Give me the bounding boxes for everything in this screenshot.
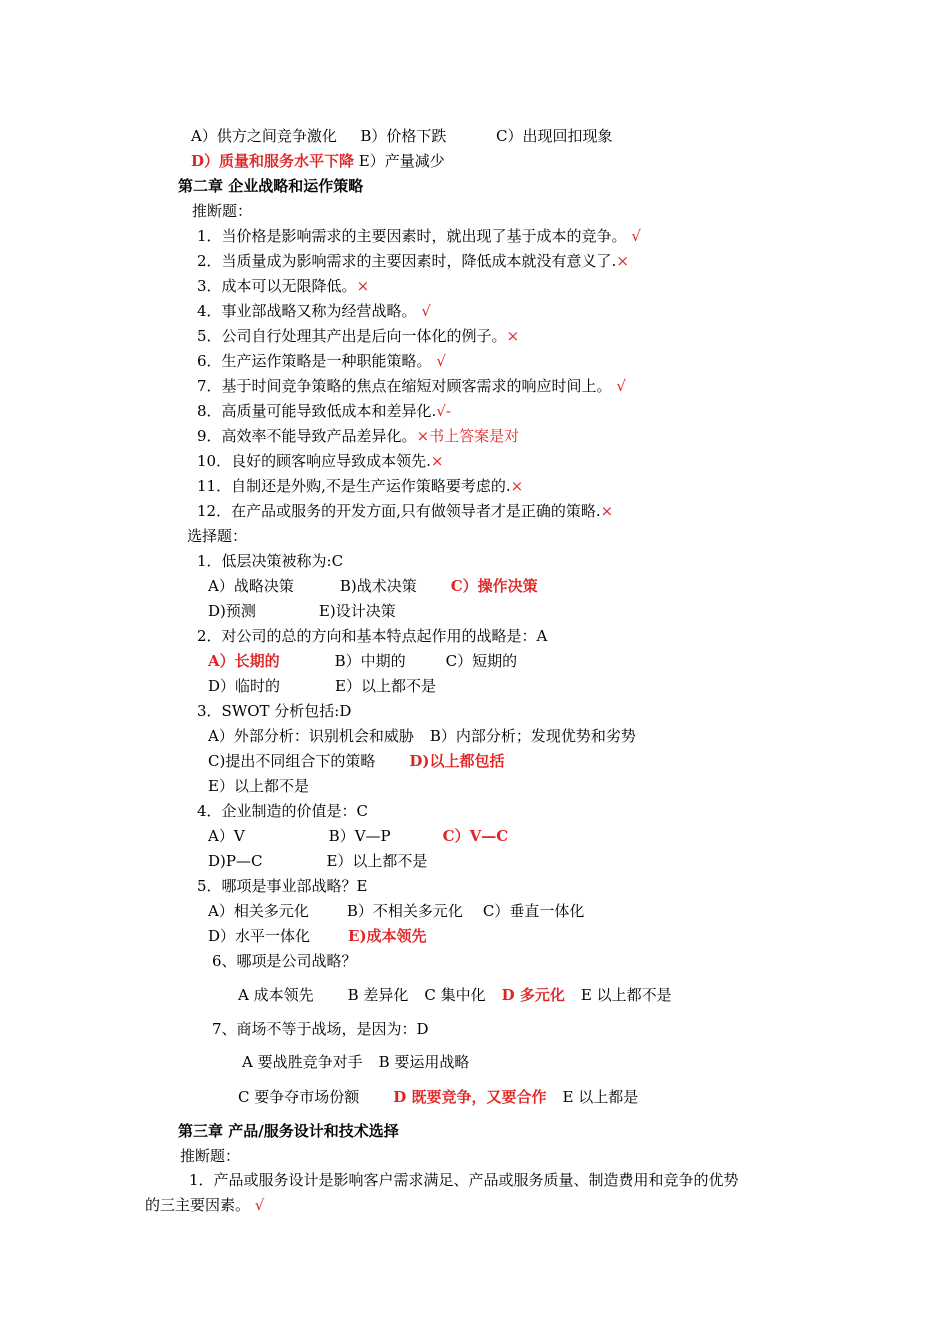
mc-q2-stem: 2．对公司的总的方向和基本特点起作用的战略是：A [197,627,548,645]
chapter-3-title: 第三章 产品/服务设计和技术选择 [178,1122,399,1140]
tf-num: 12． [197,502,232,520]
ch3-tf-label: 推断题： [180,1147,241,1165]
mc-option-b: B）中期的 [334,652,406,670]
mc-q5-options-row1 [208,901,584,921]
tf-text: 的三主要因素。 [145,1196,251,1214]
tf-text: 高质量可能导致低成本和差异化. [221,402,437,420]
mc-option-b: B）内部分析；发现优势和劣势 [429,727,636,745]
mc-q4-options-row2 [208,851,427,871]
tf-answer-mark: √ [436,352,446,370]
mc-option-b: B)战术决策 [339,577,417,595]
mc-option-d-answer: D)以上都包括 [409,752,505,770]
ch3-tf-item-1-line1: 1．产品或服务设计是影响客户需求满足、产品或服务质量、制造费用和竞争的优势 [189,1171,739,1189]
mc-option-c-answer: C）操作决策 [450,577,538,595]
mc-option-d: D)P—C [208,852,263,870]
mc-option-c: C）垂直一体化 [482,902,585,920]
mc-q2-options-row1 [208,651,517,671]
mc-q7-stem: 7、商场不等于战场，是因为：D [212,1020,429,1038]
mc-option-a: A 成本领先 [238,986,314,1004]
mc-q3-stem: 3．SWOT 分析包括:D [197,702,352,720]
tf-text: 当质量成为影响需求的主要因素时，降低成本就没有意义了. [221,252,617,270]
tf-text: 成本可以无限降低。 [221,277,357,295]
tf-num: 1． [197,227,222,245]
mc-option-e: E）以上都不是 [326,852,428,870]
prev-option-a: A）供方之间竞争激化 [191,127,337,145]
tf-answer-mark: √- [436,402,451,420]
chapter-2-title: 第二章 企业战略和运作策略 [178,177,364,195]
mc-option-e: E）以上都不是 [335,677,436,695]
mc-q3-options-row2 [208,751,504,771]
ch2-mc-label: 选择题： [187,527,248,545]
tf-answer-mark: √ [631,227,641,245]
mc-option-a: A 要战胜竞争对手 [242,1053,363,1071]
tf-num: 9． [197,427,222,445]
prev-question-options-row2 [191,151,445,171]
prev-option-c: C）出现回扣现象 [496,127,613,145]
mc-q7-options-row1 [242,1052,469,1072]
mc-q1-stem: 1．低层决策被称为:C [197,552,344,570]
mc-q5-stem: 5．哪项是事业部战略？E [197,877,368,895]
mc-option-a: A）V [208,827,245,845]
mc-option-e: E)设计决策 [318,602,396,620]
ch3-tf-item-1-line2 [145,1195,264,1215]
ch2-tf-item-5 [197,326,519,346]
mc-option-d: D）水平一体化 [208,927,311,945]
mc-option-d-answer: D 既要竞争，又要合作 [393,1088,547,1106]
ch2-tf-item-8 [197,401,451,421]
mc-option-c: C）短期的 [445,652,518,670]
tf-text: 基于时间竞争策略的焦点在缩短对顾客需求的响应时间上。 [221,377,612,395]
mc-option-a: A）战略决策 [208,577,294,595]
mc-q1-options-row2 [208,601,396,621]
mc-option-e: E 以上都不是 [580,986,672,1004]
tf-num: 2． [197,252,222,270]
mc-q1-options-row1 [208,576,538,596]
prev-option-e: E）产量减少 [358,152,445,170]
mc-option-b: B 要运用战略 [378,1053,470,1071]
ch2-tf-item-9 [197,426,519,446]
mc-option-a-answer: A）长期的 [208,652,280,670]
mc-option-c-answer: C）V—C [442,827,509,845]
mc-option-d: D）临时的 [208,677,281,695]
tf-num: 10． [197,452,232,470]
mc-option-b: B 差异化 [347,986,409,1004]
tf-num: 3． [197,277,222,295]
tf-num: 6． [197,352,222,370]
mc-option-a: A）外部分析：识别机会和威胁 [208,727,414,745]
tf-answer-mark: × [430,452,444,470]
ch2-tf-item-11 [197,476,523,496]
mc-q2-options-row2 [208,676,436,696]
mc-option-e: E 以上都是 [562,1088,639,1106]
tf-answer-mark: × [616,252,629,270]
prev-option-b: B）价格下跌 [360,127,447,145]
mc-option-a: A）相关多元化 [208,902,309,920]
tf-text: 自制还是外购,不是生产运作策略要考虑的. [231,477,511,495]
tf-text: 生产运作策略是一种职能策略。 [221,352,432,370]
tf-answer-mark: × [510,477,524,495]
tf-num: 5． [197,327,222,345]
mc-option-c: C 集中化 [424,986,486,1004]
tf-num: 4． [197,302,222,320]
mc-option-e: E）以上都不是 [208,777,309,795]
tf-text: 当价格是影响需求的主要因素时，就出现了基于成本的竞争。 [221,227,627,245]
ch2-tf-item-6 [197,351,446,371]
tf-answer-mark: × [356,277,370,295]
ch2-tf-item-10 [197,451,443,471]
tf-text: 良好的顾客响应导致成本领先. [231,452,431,470]
tf-text: 公司自行处理其产出是后向一体化的例子。 [221,327,507,345]
ch2-tf-label: 推断题： [192,202,253,220]
tf-text: 事业部战略又称为经营战略。 [221,302,417,320]
mc-option-b: B）V—P [328,827,391,845]
mc-option-c: C 要争夺市场份额 [238,1088,360,1106]
tf-answer-mark: × [600,502,614,520]
tf-num: 8． [197,402,222,420]
ch2-tf-item-3 [197,276,369,296]
ch2-tf-item-4 [197,301,431,321]
prev-option-d-answer: D）质量和服务水平下降 [191,152,355,170]
mc-q7-options-row2 [238,1087,638,1107]
tf-answer-mark: √ [421,302,431,320]
tf-answer-mark: × [506,327,520,345]
mc-q3-options-row1 [208,726,636,746]
tf-answer-mark: √ [254,1196,265,1214]
prev-question-options-row1 [191,126,612,146]
mc-q6-options [238,985,672,1005]
mc-q4-stem: 4．企业制造的价值是：C [197,802,369,820]
mc-option-e-answer: E)成本领先 [348,927,427,945]
ch2-tf-item-7 [197,376,626,396]
tf-num: 7． [197,377,222,395]
ch2-tf-item-2 [197,251,629,271]
ch2-tf-item-12 [197,501,613,521]
tf-num: 11． [197,477,232,495]
mc-q5-options-row2 [208,926,427,946]
mc-option-c: C)提出不同组合下的策略 [208,752,376,770]
mc-option-d: D)预测 [208,602,256,620]
mc-option-d-answer: D 多元化 [501,986,565,1004]
mc-q6-stem: 6、哪项是公司战略？ [212,952,357,970]
tf-text: 高效率不能导致产品差异化。 [221,427,417,445]
mc-option-b: B）不相关多元化 [346,902,463,920]
tf-answer-mark: ×书上答案是对 [416,427,520,445]
tf-answer-mark: √ [616,377,626,395]
mc-q4-options-row1 [208,826,508,846]
tf-text: 在产品或服务的开发方面,只有做领导者才是正确的策略. [231,502,601,520]
ch2-tf-item-1 [197,226,641,246]
mc-q3-options-row3 [208,776,309,796]
